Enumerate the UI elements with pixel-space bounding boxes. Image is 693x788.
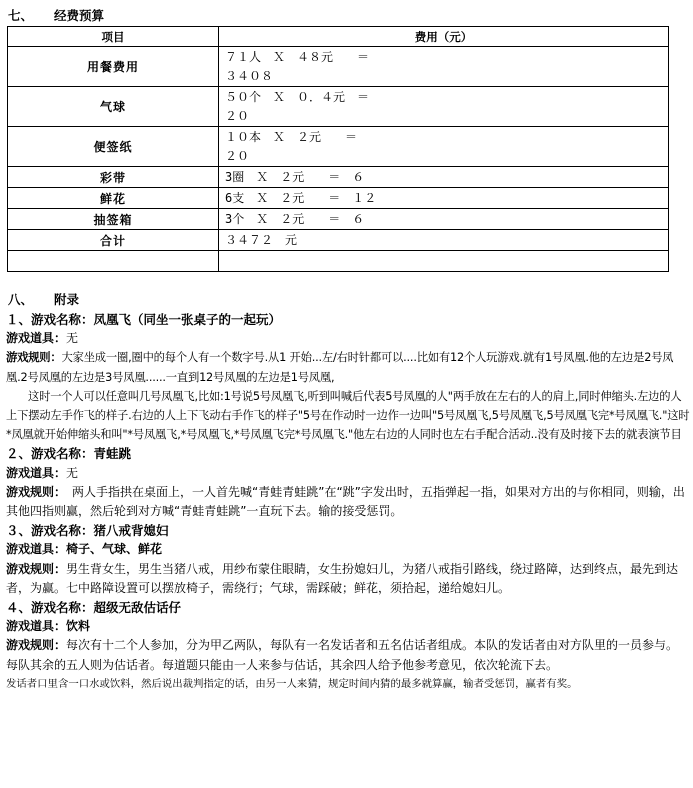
game-2-rules	[6, 483, 690, 521]
section-7-title	[8, 6, 104, 24]
rules-label: 游戏规则：	[6, 484, 61, 499]
row-item: 鲜花	[8, 188, 219, 209]
game-2-props	[6, 464, 690, 483]
section-7-label: 经费预算	[54, 8, 105, 23]
rules-text: 男生背女生，男生当猪八戒，用纱布蒙住眼睛，女生扮媳妇儿，为猪八戒指引路线，绕过路障，达到终点，最先到达者，为赢。七中路障设置可以摆放椅子，需绕行；气球，需踩破；鲜花，须拾起，递给媳妇儿。	[6, 561, 679, 595]
game-1-rules-extra: 这时一个人可以任意叫几号凤凰飞,比如:1号说5号凤凰飞,听到叫喊后代表5号凤凰的人"两手放在左右的人的肩上,同时伸缩头.左边的人上下摆动左手作飞的样子.右边的人上下飞动右手作飞的样子"5号在作动时一边作一边叫"5号凤凰飞,5号凤凰飞,5号凤凰飞完*号凤凰飞."这时*凤凰就开始伸缩头和叫"*号凤凰飞,*号凤凰飞,*号凤凰飞完*号凤凰飞."他左右边的人同时也左右手配合活动..没有及时接下去的就表演节目	[6, 389, 690, 442]
game-3-props	[6, 540, 690, 559]
table-row	[8, 127, 669, 167]
row-item	[8, 251, 219, 272]
row-cost: 3圈 Ｘ ２元 ＝ ６	[219, 167, 669, 188]
table-row	[8, 47, 669, 87]
game-4-props	[6, 617, 690, 636]
table-row	[8, 230, 669, 251]
rules-label: 游戏规则：	[6, 351, 62, 365]
rules-text: 大家坐成一圈,圈中的每个人有一个数字号.从1 开始...左/右时针都可以....比如有12个人玩游戏.就有1号凤凰.他的左边是2号凤凰.2号凤凰的左边是3号凤凰......一直到12号凤凰的左边是1号凤凰,	[6, 351, 674, 384]
row-cost: １０本 Ｘ ２元 ＝ ２０	[219, 127, 669, 167]
props-label: 游戏道具：	[6, 542, 67, 557]
props-label: 游戏道具：	[6, 465, 67, 480]
game-3-heading: ３、游戏名称：猪八戒背媳妇	[6, 523, 169, 539]
rules-text: 两人手指拱在桌面上，一人首先喊“青蛙青蛙跳”在“跳”字发出时，五指弹起一指，如果对方出的与你相同，则输，出其他四指则赢，然后轮到对方喊“青蛙青蛙跳”一直玩下去。输的接受惩罚。	[6, 484, 685, 519]
row-cost: ７１人 Ｘ ４８元 ＝ ３４０８	[219, 47, 669, 87]
table-row	[8, 188, 669, 209]
row-item: 彩带	[8, 167, 219, 188]
props-label: 游戏道具：	[6, 331, 67, 346]
props-value: 椅子、气球、鲜花	[66, 542, 163, 557]
game-4-rules-extra: 发话者口里含一口水或饮料，然后说出裁判指定的话，由另一人来猜，规定时间内猜的最多就算赢，输者受惩罚，赢者有奖。	[6, 677, 578, 690]
props-value: 无	[66, 465, 79, 480]
section-8-number: 八、	[8, 292, 34, 307]
game-1-heading: １、游戏名称：凤凰飞（同坐一张桌子的一起玩）	[6, 312, 282, 327]
row-cost: 6支 Ｘ ２元 ＝ １２	[219, 188, 669, 209]
game-2-heading: ２、游戏名称：青蛙跳	[6, 446, 132, 462]
section-7-number: 七、	[8, 8, 34, 23]
row-item: 气球	[8, 87, 219, 127]
table-row	[8, 167, 669, 188]
game-1-props	[6, 329, 690, 348]
header-item: 项目	[8, 27, 219, 47]
rules-text: 每次有十二个人参加，分为甲乙两队，每队有一名发话者和五名估话者组成。本队的发话者由对方队里的一员参与。每队其余的五人则为估话者。每道题只能由一人来参与估话，其余四人给予他参考意见，依次轮流下去。	[6, 638, 679, 672]
table-header-row	[8, 27, 669, 47]
budget-table	[7, 26, 669, 272]
table-row	[8, 87, 669, 127]
game-3-rules	[6, 560, 690, 598]
row-cost: ３４７２ 元	[219, 230, 669, 251]
section-8-title	[8, 290, 79, 308]
row-cost	[219, 251, 669, 272]
rules-label: 游戏规则：	[6, 638, 67, 653]
header-cost: 费用（元）	[219, 27, 669, 47]
row-item: 用餐费用	[8, 47, 219, 87]
props-value: 饮料	[66, 619, 91, 634]
game-1-rules	[6, 348, 690, 386]
appendix-content	[6, 310, 690, 693]
section-8-label: 附录	[54, 292, 80, 307]
props-label: 游戏道具：	[6, 619, 67, 634]
rules-label: 游戏规则：	[6, 561, 67, 576]
props-value: 无	[66, 331, 79, 346]
game-4-rules	[6, 636, 690, 674]
table-row	[8, 251, 669, 272]
row-item: 抽签箱	[8, 209, 219, 230]
row-item: 便签纸	[8, 127, 219, 167]
row-cost: 3个 Ｘ ２元 ＝ ６	[219, 209, 669, 230]
row-item: 合计	[8, 230, 219, 251]
table-row	[8, 209, 669, 230]
row-cost: ５０个 Ｘ ０．４元 ＝ ２０	[219, 87, 669, 127]
game-4-heading: ４、游戏名称：超级无敌估话仔	[6, 600, 182, 616]
